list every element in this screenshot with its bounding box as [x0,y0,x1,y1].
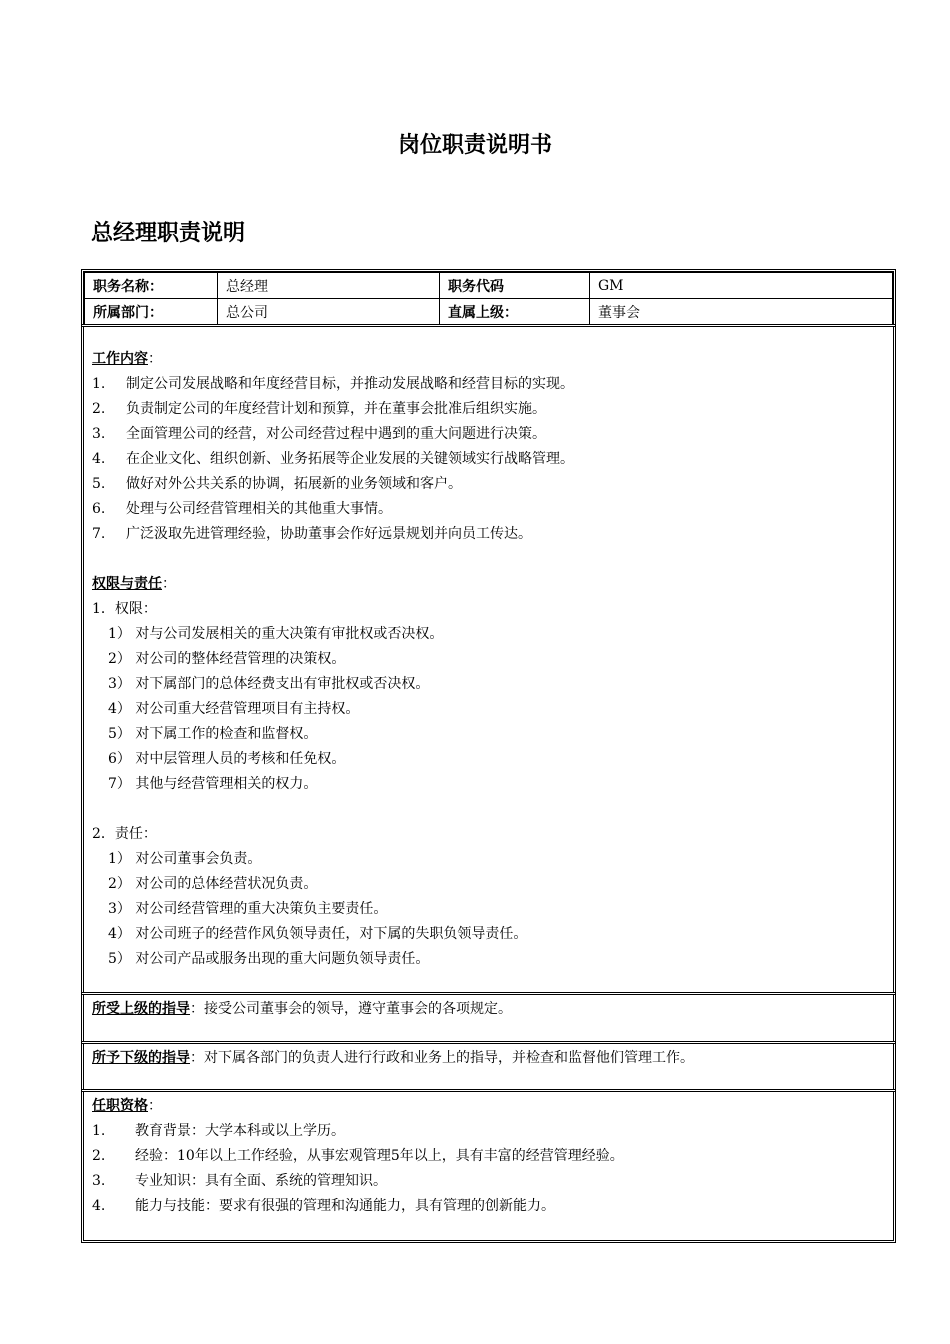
list-item: 3） 对公司经营管理的重大决策负主要责任。 [108,901,388,917]
table-row [85,273,893,299]
table-row [85,299,893,325]
job-name-label: 职务名称： [85,273,218,299]
guidance-given-text: 所予下级的指导：对下属各部门的负责人进行行政和业务上的指导，并检查和监督他们管理工作。 [92,1050,694,1066]
list-item: 2） 对公司的整体经营管理的决策权。 [108,651,346,667]
job-info-table [81,269,896,327]
list-item: 5. 做好对外公共关系的协调，拓展新的业务领域和客户。 [92,476,462,492]
list-item: 4） 对公司班子的经营作风负领导责任，对下属的失职负领导责任。 [108,926,528,942]
list-item: 5） 对公司产品或服务出现的重大问题负领导责任。 [108,951,430,967]
dept-label: 所属部门： [85,299,218,325]
list-item: 1. 制定公司发展战略和年度经营目标，并推动发展战略和经营目标的实现。 [92,376,574,392]
job-code-value: GM [590,273,893,299]
guidance-given-section [81,1041,896,1092]
section-title: 总经理职责说明 [91,221,246,246]
list-item: 2） 对公司的总体经营状况负责。 [108,876,318,892]
superior-value: 董事会 [590,299,893,325]
list-item: 6. 处理与公司经营管理相关的其他重大事情。 [92,501,392,517]
list-item: 3） 对下属部门的总体经费支出有审批权或否决权。 [108,676,430,692]
list-item: 7） 其他与经营管理相关的权力。 [108,776,318,792]
duties-section [81,324,896,995]
document-title: 岗位职责说明书 [397,133,552,158]
powers-title: 1．权限： [92,601,157,617]
authority-heading: 权限与责任： [92,576,176,592]
guidance-received-section [81,992,896,1044]
job-code-label: 职务代码 [440,273,590,299]
superior-label: 直属上级： [440,299,590,325]
qualifications-section [81,1089,896,1243]
dept-value: 总公司 [218,299,440,325]
guidance-received-text: 所受上级的指导：接受公司董事会的领导，遵守董事会的各项规定。 [92,1001,512,1017]
list-item: 1） 对与公司发展相关的重大决策有审批权或否决权。 [108,626,444,642]
list-item: 2. 负责制定公司的年度经营计划和预算，并在董事会批准后组织实施。 [92,401,546,417]
list-item: 7. 广泛汲取先进管理经验，协助董事会作好远景规划并向员工传达。 [92,526,532,542]
list-item: 6） 对中层管理人员的考核和任免权。 [108,751,346,767]
list-item: 1） 对公司董事会负责。 [108,851,262,867]
list-item: 4. 在企业文化、组织创新、业务拓展等企业发展的关键领域实行战略管理。 [92,451,574,467]
list-item: 3. 专业知识：具有全面、系统的管理知识。 [92,1173,387,1189]
list-item: 5） 对下属工作的检查和监督权。 [108,726,318,742]
list-item: 4） 对公司重大经营管理项目有主持权。 [108,701,360,717]
job-name-value: 总经理 [218,273,440,299]
qualifications-heading: 任职资格： [92,1098,162,1114]
list-item: 4. 能力与技能：要求有很强的管理和沟通能力，具有管理的创新能力。 [92,1198,555,1214]
list-item: 1. 教育背景：大学本科或以上学历。 [92,1123,345,1139]
list-item: 3. 全面管理公司的经营，对公司经营过程中遇到的重大问题进行决策。 [92,426,546,442]
list-item: 2. 经验：10年以上工作经验，从事宏观管理5年以上，具有丰富的经营管理经验。 [92,1148,624,1164]
work-content-heading: 工作内容： [92,351,162,367]
duties-title: 2．责任： [92,826,157,842]
